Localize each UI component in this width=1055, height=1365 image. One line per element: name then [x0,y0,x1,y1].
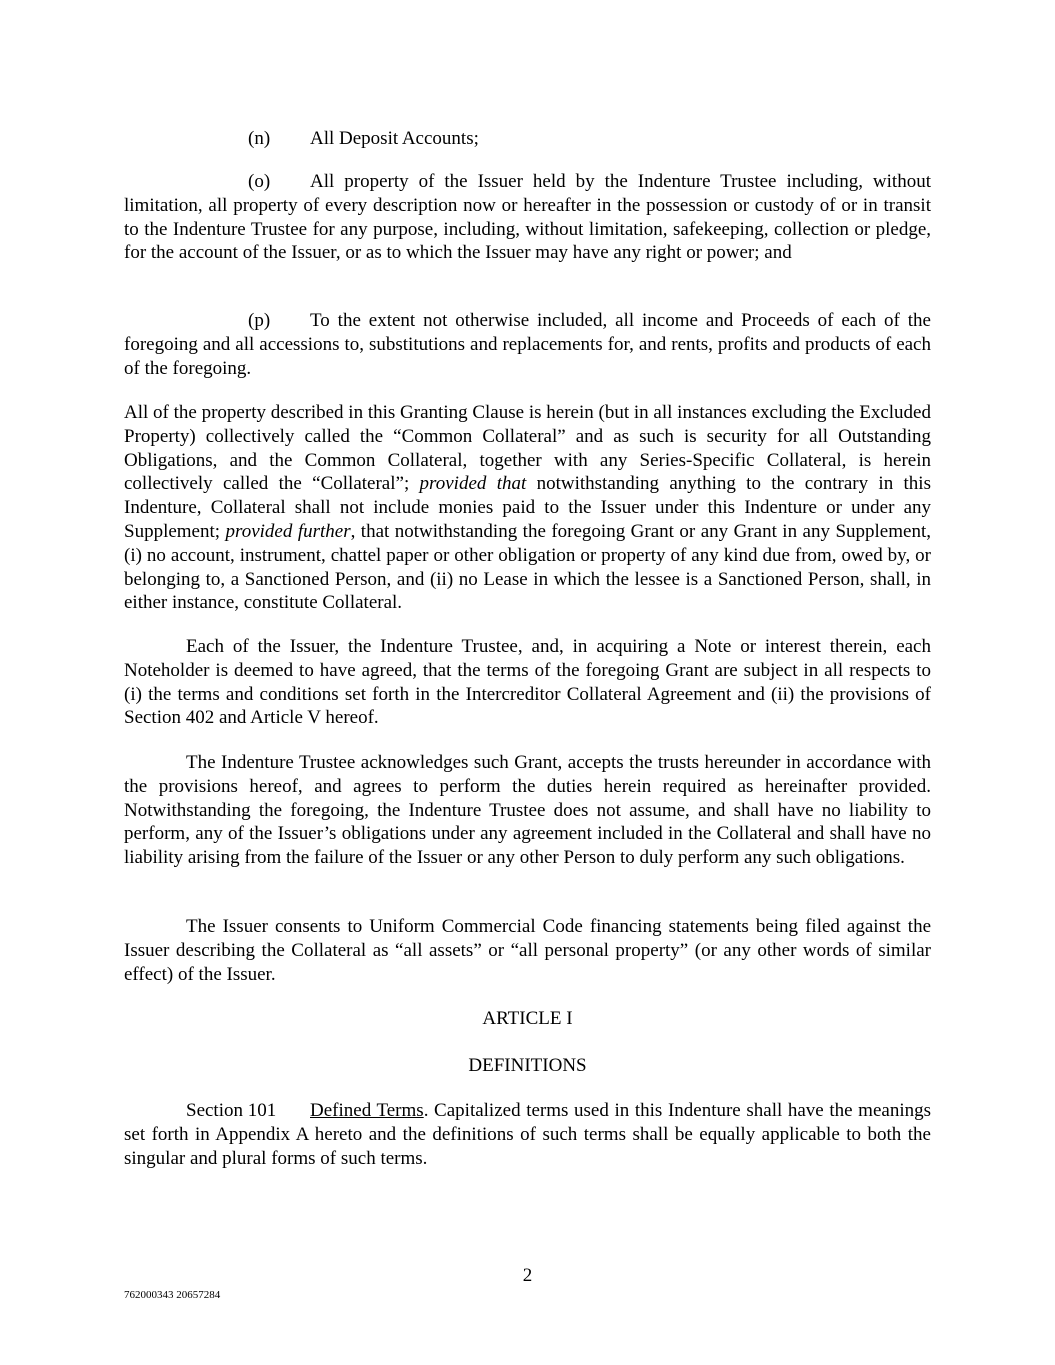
section-101-paragraph [124,1099,931,1170]
section-101-text: . Capitalized terms used in this Indenture shall have the meanings set forth in Appendix A hereto and the definitions of such terms shall be equally applicable to both the singular and plural forms of such terms. [124,1100,932,1169]
page-number: 2 [522,1265,533,1286]
granting-clause-paragraph [124,401,931,615]
item-n [248,127,479,151]
section-101-title: Defined Terms [310,1100,424,1121]
granting-clause-italic1: provided that [419,473,527,495]
granting-clause-part2: notwithstanding anything to the contrary in this Indenture, Collateral shall not include monies paid to the Issuer under this Indenture or under any Supplement; [124,473,931,542]
item-p-text: To the extent not otherwise included, all income and Proceeds of each of the foregoing and all accessions to, substitutions and replacements for, and rents, profits and products of each of the foregoing. [124,310,931,379]
article-heading: ARTICLE I [482,1008,573,1029]
granting-clause-part3: , that notwithstanding the foregoing Grant or any Grant in any Supplement, (i) no account, instrument, chattel paper or other obligation or property of any kind due from, owed by, or belonging to, a Sanctioned Person, and (ii) no Lease in which the lessee is a Sanctioned Person, shall, in either instance, constitute Collateral. [124,520,931,614]
item-o-label: (o) [248,171,271,192]
granting-clause-italic2: provided further [225,520,351,542]
granting-clause-part1: All of the property described in this Granting Clause is herein (but in all instances excluding the Excluded Property) collectively called the “Common Collateral” and as such is security for all Outstanding Obligations, and the Common Collateral, together with any Series-Specific Collateral, is herein collectively called the “Collateral”; [124,402,931,495]
item-p [124,309,931,380]
consent-paragraph: The Issuer consents to Uniform Commercial Code financing statements being filed against the Issuer describing the Collateral as “all assets” or “all personal property” (or any other words of similar effect) of the Issuer. [124,916,931,985]
item-n-text: All Deposit Accounts; [310,128,479,149]
agreement-paragraph: Each of the Issuer, the Indenture Trustee, and, in acquiring a Note or interest therein, each Noteholder is deemed to have agreed, that the terms of the foregoing Grant are subject in all respects to (i) the terms and conditions set forth in the Intercreditor Collateral Agreement and (ii) the provisions of Section 402 and Article V hereof. [124,636,931,729]
document-id: 762000343 20657284 [124,1289,221,1301]
item-o-text: All property of the Issuer held by the Indenture Trustee including, without limitation, all property of every description now or hereafter in the possession or custody of or in transit to the Indenture Trustee for any purpose, including, without limitation, safekeeping, collection or pledge, for the account of the Issuer, or as to which the Issuer may have any right or power; and [124,171,931,264]
acknowledgment-paragraph: The Indenture Trustee acknowledges such Grant, accepts the trusts hereunder in accordance with the provisions hereof, and agrees to perform the duties herein required as hereinafter provided. Notwithstanding the foregoing, the Indenture Trustee does not assume, and shall have no liability to perform, any of the Issuer’s obligations under any agreement included in the Collateral and shall have no liability arising from the failure of the Issuer or any other Person to duly perform any such obligations. [124,752,931,869]
article-title: DEFINITIONS [468,1055,587,1076]
item-o [124,170,931,265]
item-n-label: (n) [248,128,271,149]
item-p-label: (p) [248,310,271,331]
section-101-number: Section 101 [186,1100,277,1121]
